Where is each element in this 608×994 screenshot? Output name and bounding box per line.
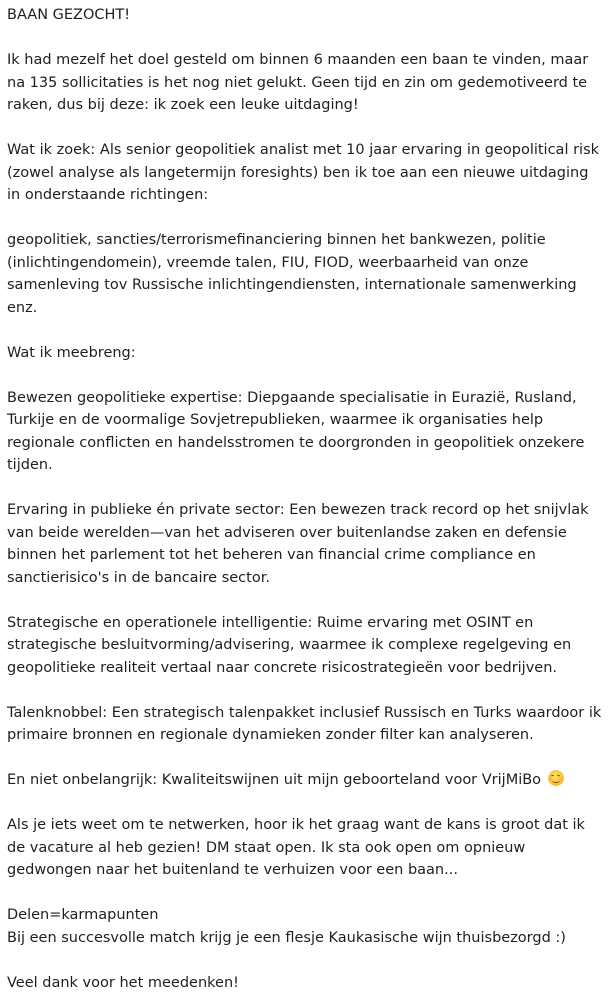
intelligence-paragraph: Strategische en operationele intelligentie: Ruime ervaring met OSINT en strategische besluitvorming/advisering, waarmee ik complexe regelgeving en geopolitieke realiteit vertaal naar concrete risicostrategieën voor bedrijven. [7, 612, 602, 680]
thanks-line: Veel dank voor het meedenken! [7, 972, 602, 994]
network-paragraph: Als je iets weet om te netwerken, hoor ik het graag want de kans is groot dat ik de vacature al heb gezien! DM staat open. Ik sta ook open om opnieuw gedwongen naar het buitenland te verhuizen voor een baan... [7, 814, 602, 882]
intro-paragraph: Ik had mezelf het doel gesteld om binnen 6 maanden een baan te vinden, maar na 135 sollicitaties is het nog niet gelukt. Geen tijd en zin om gedemotiveerd te raken, dus bij deze: ik zoek een leuke uitdaging! [7, 49, 602, 117]
wines-paragraph [7, 769, 602, 792]
languages-paragraph: Talenknobbel: Een strategisch talenpakket inclusief Russisch en Turks waardoor ik primaire bronnen en regionale dynamieken zonder filter kan analyseren. [7, 702, 602, 747]
directions-paragraph: geopolitiek, sancties/terrorismefinanciering binnen het bankwezen, politie (inlichtingendomein), vreemde talen, FIU, FIOD, weerbaarheid van onze samenleving tov Russische inlichtingendiensten, internationale samenwerking enz. [7, 229, 602, 319]
experience-paragraph: Ervaring in publieke én private sector: Een bewezen track record op het snijvlak van beide werelden—van het adviseren over buitenlandse zaken en defensie binnen het parlement tot het beheren van financial crime compliance en sanctierisico's in de bancaire sector. [7, 499, 602, 589]
wines-text: En niet onbelangrijk: Kwaliteitswijnen uit mijn geboorteland voor VrijMiBo [7, 772, 541, 788]
smiling-face-icon [548, 770, 564, 786]
looking-for-paragraph: Wat ik zoek: Als senior geopolitiek analist met 10 jaar ervaring in geopolitical risk (zowel analyse als langetermijn foresights) ben ik toe aan een nieuwe uitdaging in onderstaande richtingen: [7, 139, 602, 207]
reward-line: Bij een succesvolle match krijg je een flesje Kaukasische wijn thuisbezorgd :) [7, 927, 602, 950]
brings-heading: Wat ik meebreng: [7, 342, 602, 365]
post-heading: BAAN GEZOCHT! [7, 4, 602, 27]
expertise-paragraph: Bewezen geopolitieke expertise: Diepgaande specialisatie in Eurazië, Rusland, Turkije en de voormalige Sovjetrepublieken, waarmee ik organisaties help regionale conflicten en handelsstromen te doorgronden in geopolitiek onzekere tijden. [7, 387, 602, 477]
share-line: Delen=karmapunten [7, 904, 602, 927]
